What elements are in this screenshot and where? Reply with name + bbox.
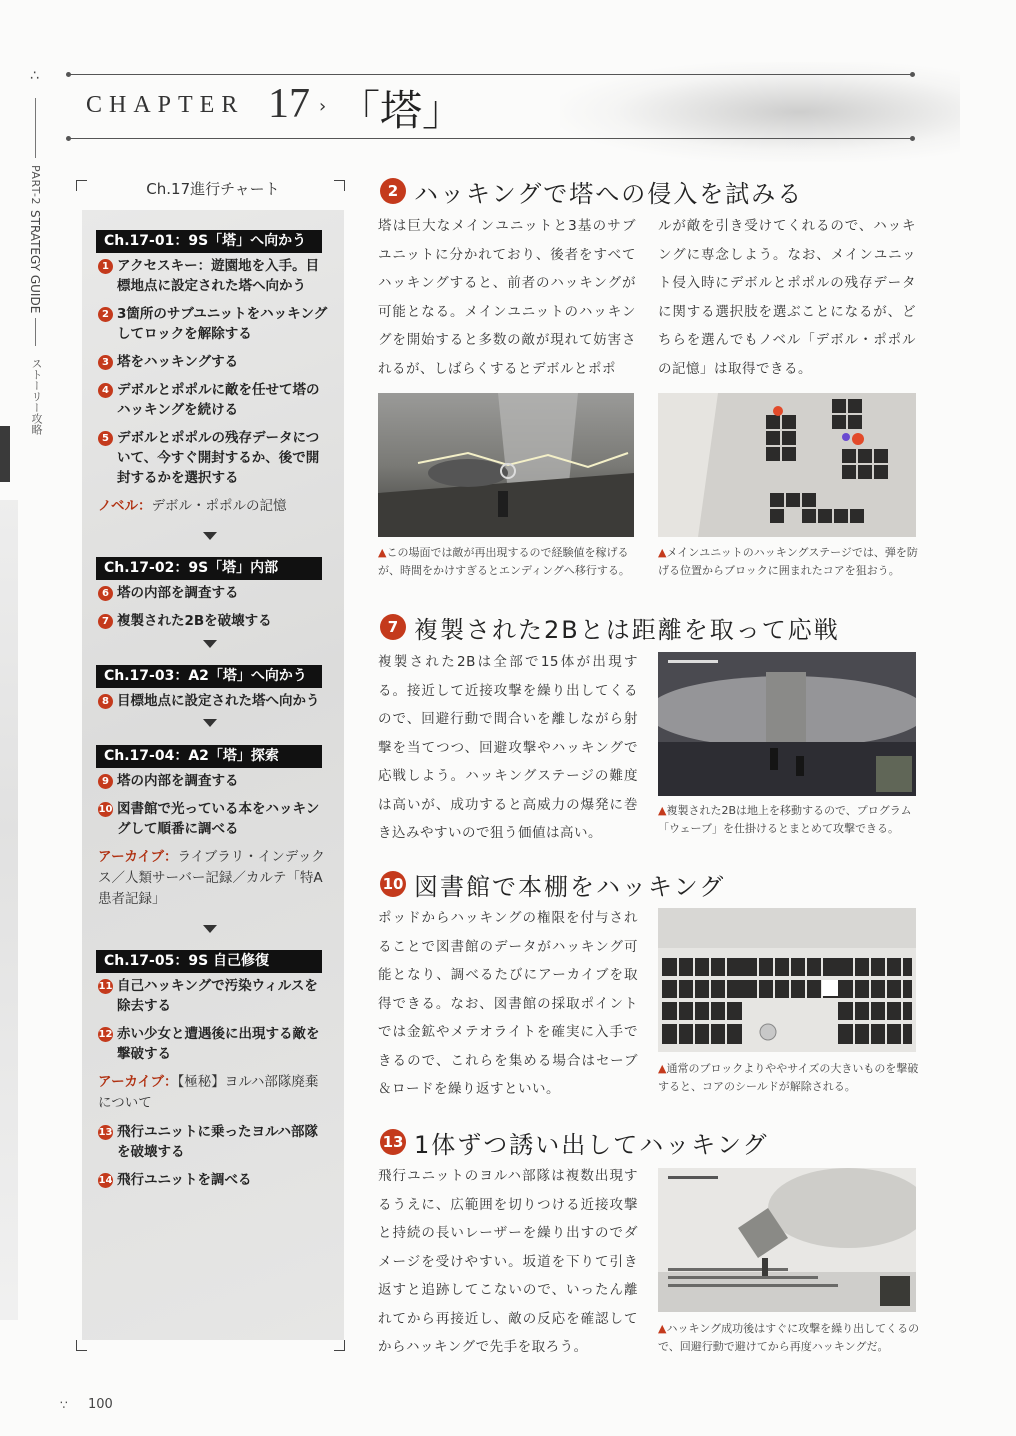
header-rule-dot — [910, 136, 915, 141]
chapter-label: CHAPTER — [86, 92, 245, 118]
step-text: 図書館で光っている本をハッキングして順番に調べる — [117, 801, 320, 837]
caption-marker-icon: ▲ — [658, 804, 667, 817]
spine-dots-icon: ∴ — [30, 68, 39, 84]
caption — [658, 802, 920, 838]
step-number-badge: 11 — [98, 981, 113, 992]
caption-marker-icon: ▲ — [378, 546, 387, 559]
section-number-badge: 10 — [380, 871, 406, 897]
reward-text: デボル・ポポルの記憶 — [151, 498, 287, 514]
header-rule-dot — [66, 72, 71, 77]
reward-text: 【極秘】ヨルハ部隊廃棄について — [98, 1074, 319, 1111]
step-list — [98, 583, 330, 631]
caption — [658, 1060, 920, 1096]
reward-text: ライブラリ・インデックス／人類サーバー記録／カルテ「特A患者記録」 — [98, 849, 325, 907]
step-number-badge: 7 — [98, 614, 113, 629]
step-header: Ch.17-03：A2「塔」へ向かう — [96, 665, 322, 688]
spine-tab-marker — [0, 426, 10, 482]
step-number-badge: 5 — [98, 431, 113, 446]
step-list — [98, 691, 330, 711]
header-top-rule — [70, 74, 912, 75]
section-body: 飛行ユニットのヨルハ部隊は複数出現するうえに、広範囲を切りつける近接攻撃と持続の長いレーザーを繰り出すのでダメージを受けやすい。坂道を下りて引き返すと追跡してこないので、いったん離れてから再接近し、敵の反応を確認してからハッキングで先手を取ろう。 — [378, 1168, 638, 1355]
section-number-badge: 13 — [380, 1129, 406, 1155]
chapter-title: 「塔」 — [338, 86, 465, 135]
flow-chart-title: Ch.17進行チャート — [146, 180, 280, 198]
reward-label: アーカイブ： — [98, 849, 178, 865]
step-text: 複製された2Bを破壊する — [117, 613, 272, 629]
header-rule-dot — [910, 72, 915, 77]
spine-guide-label: STRATEGY GUIDE — [28, 210, 42, 314]
step-text: 3箇所のサブユニットをハッキングしてロックを解除する — [117, 306, 328, 342]
spine-part-label: PART-2 — [29, 165, 42, 205]
step-number-badge: 13 — [98, 1127, 113, 1138]
corner-mark — [334, 1340, 345, 1351]
flow-arrow-icon — [203, 640, 217, 648]
step-text: アクセスキー：遊園地を入手。目標地点に設定された塔へ向かう — [117, 258, 320, 294]
section-title: 複製された2Bとは距離を取って応戦 — [414, 616, 840, 644]
page-number: 100 — [88, 1397, 113, 1412]
caption-marker-icon: ▲ — [658, 1322, 667, 1335]
step-text: 塔の内部を調査する — [117, 773, 239, 789]
section-number-badge: 7 — [380, 614, 406, 640]
step-list — [98, 256, 330, 517]
corner-mark — [76, 1340, 87, 1351]
spine-divider — [35, 318, 36, 346]
caption-text: 通常のブロックよりややサイズの大きいものを撃破すると、コアのシールドが解除される。 — [658, 1062, 919, 1093]
section-number-badge: 2 — [380, 178, 406, 204]
step-item — [98, 583, 330, 603]
step-number-badge: 9 — [98, 774, 113, 789]
spine-divider — [35, 98, 36, 158]
step-text: デボルとポポルに敵を任せて塔のハッキングを続ける — [117, 382, 320, 418]
caption-marker-icon: ▲ — [658, 546, 667, 559]
reward-label: ノベル： — [98, 498, 152, 514]
step-text: 塔をハッキングする — [117, 354, 239, 370]
section-body-col1: 塔は巨大なメインユニットと3基のサブユニットに分かれており、後者をすべてハッキングすると、前者のハッキングが可能となる。メインユニットのハッキングを開始すると多数の敵が現れて妨害されるが、しばらくするとデボルとポポ — [378, 218, 636, 377]
flow-arrow-icon — [203, 719, 217, 727]
reward-line — [98, 496, 330, 517]
section-body-col2: ルが敵を引き受けてくれるので、ハッキングに専念しよう。なお、メインユニット侵入時にデボルとポポルの残存データに関する選択肢を選ぶことになるが、どちらを選んでもノベル「デボル・ポポルの記憶」は取得できる。 — [658, 218, 916, 377]
step-number-badge: 2 — [98, 307, 113, 322]
step-number-badge: 1 — [98, 259, 113, 274]
caption-text: ハッキング成功後はすぐに攻撃を繰り出してくるので、回避行動で避けてから再度ハッキングだ。 — [658, 1322, 920, 1353]
step-item — [98, 352, 330, 372]
step-number-badge: 4 — [98, 383, 113, 398]
step-text: 塔の内部を調査する — [117, 585, 239, 601]
flow-arrow-icon — [203, 532, 217, 540]
caption-text: 複製された2Bは地上を移動するので、プログラム「ウェーブ」を仕掛けるとまとめて攻撃できる。 — [658, 804, 912, 835]
step-list — [98, 771, 330, 910]
section-body: ポッドからハッキングの権限を付与されることで図書館のデータがハッキング可能となり、調べるたびにアーカイブを取得できる。なお、図書館の採取ポイントでは金鉱やメテオライトを確実に入手できるので、これらを集める場合はセーブ＆ロードを繰り返すといい。 — [378, 910, 638, 1097]
step-number-badge: 10 — [98, 804, 113, 815]
step-item — [98, 256, 330, 296]
step-item — [98, 428, 330, 488]
step-item — [98, 691, 330, 711]
chapter-arrow-icon: › — [319, 96, 327, 117]
reward-label: アーカイブ： — [98, 1074, 178, 1090]
step-item — [98, 304, 330, 344]
caption-text: メインユニットのハッキングステージでは、弾を防げる位置からブロックに囲まれたコアを狙おう。 — [658, 546, 918, 577]
step-list — [98, 976, 330, 1190]
step-item — [98, 1024, 330, 1064]
footer-dots-icon: ∵ — [60, 1398, 68, 1412]
section-body: 複製された2Bは全部で15体が出現する。接近して近接攻撃を繰り出してくるので、回避行動で間合いを離しながら射撃を当てつつ、回避攻撃やハッキングで応戦しよう。ハッキングステージの難度は高いが、成功すると高威力の爆発に巻き込みやすいので狙う価値は高い。 — [378, 654, 638, 841]
flow-arrow-icon — [203, 925, 217, 933]
header-rule-dot — [66, 136, 71, 141]
screenshot-flight-unit-battle — [658, 1168, 916, 1312]
spine-texture — [0, 500, 18, 1320]
section-title: 1体ずつ誘い出してハッキング — [414, 1131, 769, 1159]
step-number-badge: 12 — [98, 1029, 113, 1040]
step-number-badge: 6 — [98, 586, 113, 601]
caption — [378, 544, 636, 580]
caption — [658, 544, 918, 580]
step-text: 飛行ユニットを調べる — [117, 1172, 252, 1188]
header-bottom-rule — [70, 138, 912, 139]
header-ink-wash — [560, 62, 960, 162]
step-header: Ch.17-05：9S 自己修復 — [96, 950, 322, 973]
step-number-badge: 8 — [98, 694, 113, 709]
caption-text: この場面では敵が再出現するので経験値を稼げるが、時間をかけすぎるとエンディングへ移行する。 — [378, 546, 630, 577]
step-text: 赤い少女と遭遇後に出現する敵を撃破する — [117, 1026, 320, 1062]
step-header: Ch.17-01：9S「塔」へ向かう — [96, 230, 322, 253]
step-text: 目標地点に設定された塔へ向かう — [117, 693, 320, 709]
step-text: 飛行ユニットに乗ったヨルハ部隊を破壊する — [117, 1124, 319, 1160]
step-item — [98, 1170, 330, 1190]
screenshot-hacking-stage — [658, 393, 916, 537]
screenshot-tower-battle — [378, 393, 634, 537]
step-item — [98, 976, 330, 1016]
step-text: 自己ハッキングで汚染ウィルスを除去する — [117, 978, 318, 1014]
reward-line — [98, 1072, 330, 1114]
caption — [658, 1320, 920, 1356]
caption-marker-icon: ▲ — [658, 1062, 667, 1075]
step-item — [98, 380, 330, 420]
step-number-badge: 14 — [98, 1175, 113, 1186]
step-item — [98, 799, 330, 839]
step-item — [98, 771, 330, 791]
reward-line — [98, 847, 330, 910]
step-header: Ch.17-02：9S「塔」内部 — [96, 557, 322, 580]
section-title: ハッキングで塔への侵入を試みる — [414, 180, 804, 208]
chapter-number: 17 — [268, 81, 310, 127]
step-item — [98, 1122, 330, 1162]
step-header: Ch.17-04：A2「塔」探索 — [96, 745, 322, 768]
section-title: 図書館で本棚をハッキング — [414, 873, 726, 901]
step-number-badge: 3 — [98, 355, 113, 370]
step-item — [98, 611, 330, 631]
screenshot-library-hacking — [658, 908, 916, 1052]
screenshot-clone-battle — [658, 652, 916, 796]
step-text: デボルとポポルの残存データについて、今すぐ開封するか、後で開封するかを選択する — [117, 430, 320, 486]
spine-section-label: ストーリー攻略 — [30, 358, 43, 435]
